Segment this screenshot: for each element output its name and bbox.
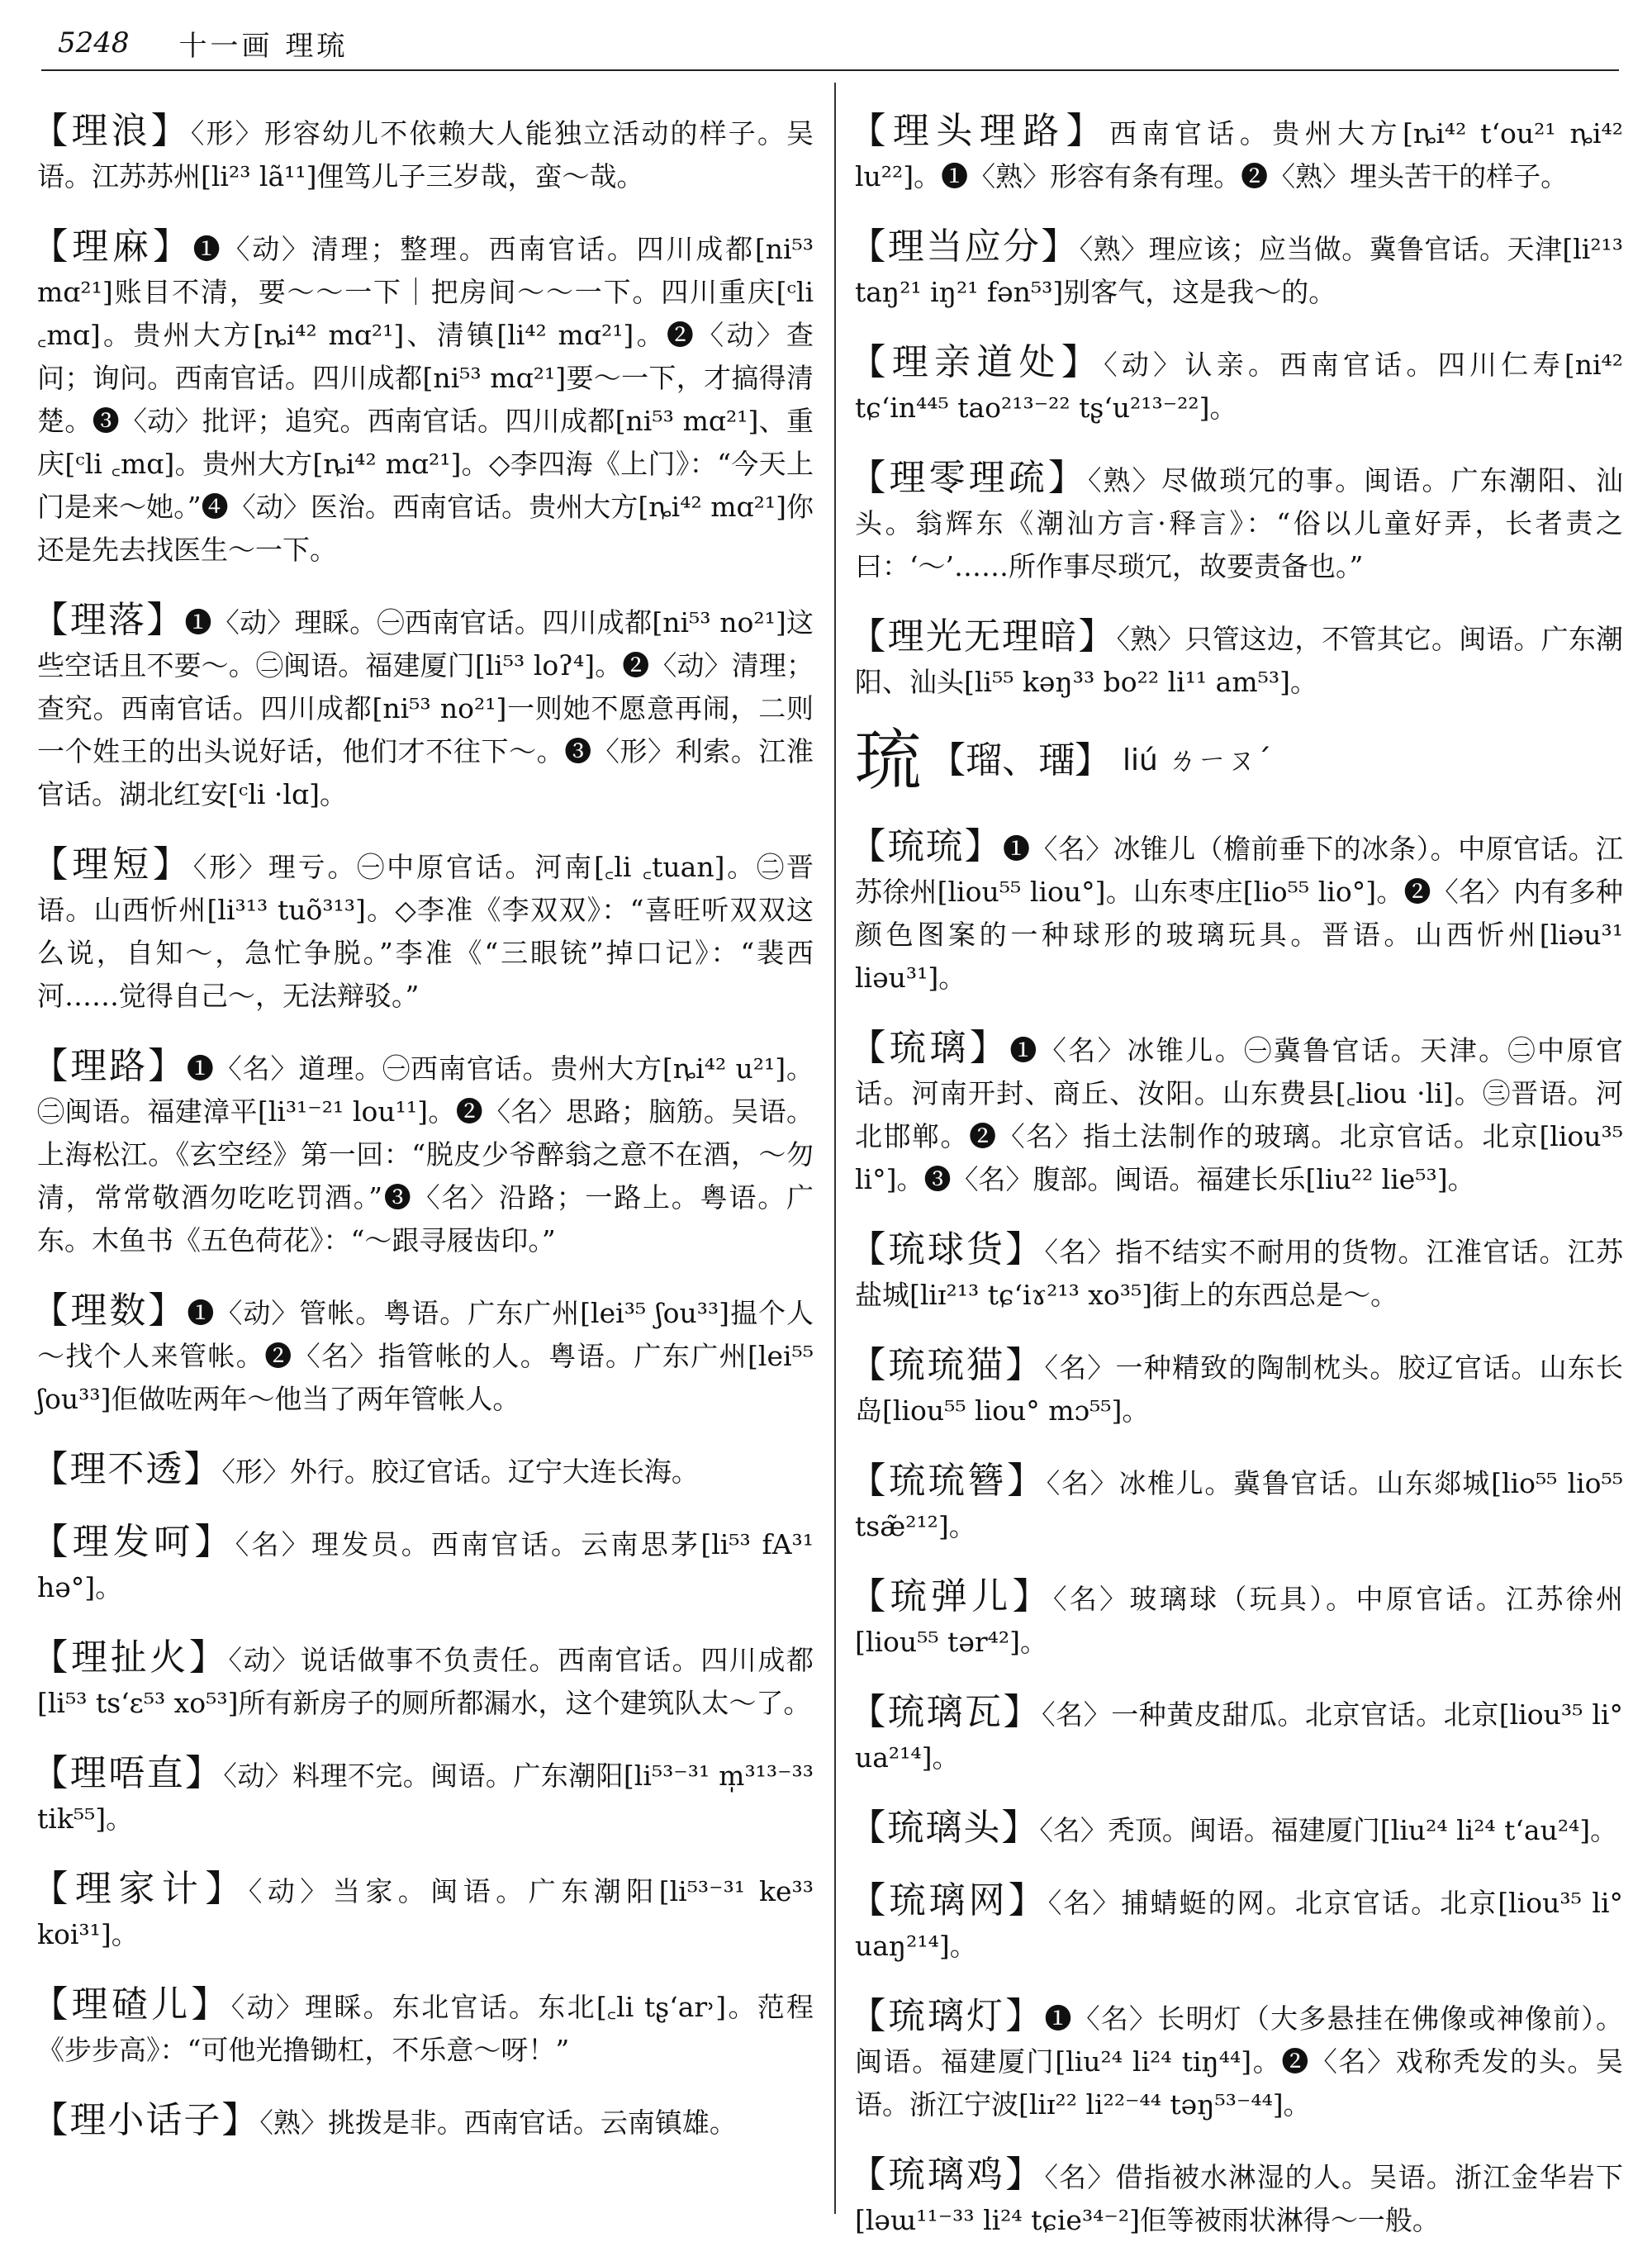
entry-headword: 【理亲道处】 [849,341,1104,383]
entry-body: 〈形〉外行。胶辽官话。辽宁大连长海。 [221,1456,699,1488]
entry [31,226,814,572]
entry-body: 〈形〉理亏。㊀中原官话。河南[꜀li ꜀tuan]。㊁晋语。山西忻州[li³¹³ tuõ³¹³]。◇李准《李双双》：“喜旺听双双这么说，自知～，急忙争脱。”李准《“三眼铳”掉口记》：“裴西河……觉得自己～，无法辩驳。” [37,851,814,1012]
entry [849,825,1624,1000]
entry-body: 〈熟〉理应该；应当做。冀鲁官话。天津[li²¹³ taŋ²¹ iŋ²¹ fən⁵³]别客气，这是我～的。 [855,233,1624,308]
entry-body: 〈名〉指不结实不耐用的货物。江淮官话。江苏盐城[liɪ²¹³ tɕ‘iɤ²¹³ xo³⁵]街上的东西总是～。 [855,1236,1624,1311]
entry [849,341,1624,430]
entry-body: 〈动〉当家。闽语。广东潮阳[li⁵³⁻³¹ ke³³ koi³¹]。 [37,1875,814,1950]
entry-body: 〈形〉形容幼儿不依赖大人能独立活动的样子。吴语。江苏苏州[li²³ lã¹¹]俚笃儿子三岁哉，蛮～哉。 [37,117,814,192]
entry [31,599,814,816]
entry-body: 〈熟〉只管这边，不管其它。闽语。广东潮阳、汕头[li⁵⁵ kəŋ³³ bo²² li¹¹ am⁵³]。 [855,623,1624,698]
entry [31,1868,814,1956]
entry [849,1691,1623,1779]
entry-headword: 【琉璃瓦】 [849,1691,1042,1733]
entry-body: ❶〈动〉清理；整理。西南官话。四川成都[ni⁵³ mɑ²¹]账目不清，要～～一下｜把房间～～一下。四川重庆[ᶜli ꜀mɑ]。贵州大方[ȵi⁴² mɑ²¹]、清镇[li⁴² mɑ²¹]。❷〈动〉查问；询问。西南官话。四川成都[ni⁵³ mɑ²¹]要～一下，才搞得清楚。❸〈动〉批评；追究。西南官话。四川成都[ni⁵³ mɑ²¹]、重庆[ᶜli ꜀mɑ]。贵州大方[ȵi⁴² mɑ²¹]。◇李四海《上门》：“今天上门是来～她。”❹〈动〉医治。西南官话。贵州大方[ȵi⁴² mɑ²¹]你还是先去找医生～一下。 [37,233,814,566]
entry-headword: 【理唔直】 [31,1752,224,1794]
entry [849,226,1624,314]
entry-headword: 【理发呵】 [31,1521,235,1563]
entry-body: ❶〈名〉冰锥儿。㊀冀鲁官话。天津。㊁中原官话。河南开封、商丘、汝阳。山东费县[꜀liou ·li]。㊂晋语。河北邯郸。❷〈名〉指土法制作的玻璃。北京官话。北京[liou³⁵ li°]。❸〈名〉腹部。闽语。福建长乐[liu²² lie⁵³]。 [855,1034,1624,1195]
entry [31,1636,814,1725]
column-divider [834,83,836,2214]
entry-body: ❶〈动〉管帐。粤语。广东广州[lei³⁵ ʃou³³]揾个人～找个人来管帐。❷〈名〉指管帐的人。粤语。广东广州[lei⁵⁵ ʃou³³]佢做咗两年～他当了两年管帐人。 [37,1297,814,1415]
character-heading [855,722,1623,798]
entry-headword: 【理短】 [31,843,193,886]
entry-headword: 【琉弹儿】 [849,1575,1053,1617]
entry [849,1879,1623,1968]
running-title: 十一画 理琉 [178,29,349,63]
entry-body: 〈名〉借指被水淋湿的人。吴语。浙江金华岩下[ləɯ¹¹⁻³³ li²⁴ tɕie³⁴⁻²]佢等被雨状淋得～一般。 [855,2161,1624,2236]
page-number: 5248 [58,26,130,59]
entry-headword: 【理零理疏】 [849,457,1088,499]
entry [849,457,1624,588]
entry [31,1521,814,1609]
entry-body: 〈熟〉尽做琐冗的事。闽语。广东潮阳、汕头。翁辉东《潮汕方言·释言》：“俗以儿童好弄，长者责之曰：‘～’……所作事尽琐冗，故要责备也。” [855,464,1624,582]
entry-headword: 【理光无理暗】 [849,615,1117,658]
entry [31,1983,814,2072]
entry [31,1448,814,1494]
entry-headword: 【理当应分】 [849,226,1080,268]
entry-headword: 【琉琉】 [849,825,1003,867]
entry [849,110,1624,198]
right-column [849,83,1624,2236]
entry-headword: 【理家计】 [31,1868,249,1910]
entry-headword: 【琉璃头】 [849,1807,1040,1849]
entry [849,2154,1624,2242]
entry-body: 〈动〉说话做事不负责任。西南官话。四川成都[li⁵³ ts‘ɛ⁵³ xo⁵³]所有新房子的厕所都漏水，这个建筑队太～了。 [37,1644,814,1719]
entry [31,110,814,198]
header-rule [41,69,1619,71]
running-head [58,18,1619,68]
entry [849,1575,1624,1664]
entry [849,615,1624,704]
entry-body: ❶〈名〉道理。㊀西南官话。贵州大方[ȵi⁴² u²¹]。㊁闽语。福建漳平[li³¹⁻²¹ lou¹¹]。❷〈名〉思路；脑筋。吴语。上海松江。《玄空经》第一回：“脱皮少爷醉翁之意不在酒，～勿清，常常敬酒勿吃吃罚酒。”❸〈名〉沿路；一路上。粤语。广东。木鱼书《五色荷花》：“～跟寻屐齿印。” [37,1052,814,1256]
entry [31,1290,814,1421]
entry [31,843,814,1018]
entry-body: 〈名〉冰椎儿。冀鲁官话。山东郯城[lio⁵⁵ lio⁵⁵ tsæ̃²¹²]。 [855,1467,1624,1542]
entry [849,1995,1624,2126]
entry [31,1752,814,1841]
entry-headword: 【理麻】 [31,226,193,268]
entry [31,2099,814,2145]
entry-body: 西南官话。贵州大方[ȵi⁴² t‘ou²¹ ȵi⁴² lu²²]。❶〈熟〉形容有条有理。❷〈熟〉埋头苦干的样子。 [855,117,1624,192]
entry-headword: 【理头理路】 [849,110,1110,152]
entry [849,1460,1624,1548]
entry-headword: 【理不透】 [31,1448,222,1490]
entry-headword: 【理数】 [31,1290,188,1332]
entry-body: 〈动〉料理不完。闽语。广东潮阳[li⁵³⁻³¹ m̩³¹³⁻³³ tik⁵⁵]。 [37,1760,814,1835]
entry-body: ❶〈名〉冰锥儿（檐前垂下的冰条）。中原官话。江苏徐州[liou⁵⁵ liou°]。山东枣庄[lio⁵⁵ lio°]。❷〈名〉内有多种颜色图案的一种球形的玻璃玩具。晋语。山西忻州[liəu³¹ liəu³¹]。 [855,833,1624,994]
entry-headword: 【理小话子】 [31,2099,260,2141]
entry [849,1807,1623,1852]
entry-body: ❶〈名〉长明灯（大多悬挂在佛像或神像前）。闽语。福建厦门[liu²⁴ li²⁴ tiŋ⁴⁴]。❷〈名〉戏称秃发的头。吴语。浙江宁波[liɪ²² li²²⁻⁴⁴ təŋ⁵³⁻⁴⁴]。 [855,2002,1624,2121]
entry-body: 〈名〉一种黄皮甜瓜。北京官话。北京[liou³⁵ li° ua²¹⁴]。 [855,1698,1623,1774]
character-pronunciation: liú ㄌㄧㄡˊ [1123,743,1272,777]
entry-body: 〈名〉理发员。西南官话。云南思茅[li⁵³ fA³¹ hə°]。 [37,1528,814,1603]
head-character: 琉 [855,722,921,799]
entry [849,1228,1624,1317]
entry-body: 〈名〉捕蜻蜓的网。北京官话。北京[liou³⁵ li° uaŋ²¹⁴]。 [855,1887,1623,1962]
entry-headword: 【理扯火】 [31,1636,229,1679]
entry-headword: 【琉璃网】 [849,1879,1048,1921]
entry-headword: 【理碴儿】 [31,1983,231,2026]
entry-body: 〈动〉认亲。西南官话。四川仁寿[ni⁴² tɕ‘in⁴⁴⁵ tao²¹³⁻²² tʂ‘u²¹³⁻²²]。 [855,349,1624,424]
character-variants: 【瑠、璢】 [929,739,1111,781]
entry [849,1027,1624,1201]
entry-headword: 【琉球货】 [849,1228,1045,1271]
entry-headword: 【琉璃灯】 [849,1995,1045,2037]
entry-headword: 【琉璃】 [849,1027,1010,1069]
entry-body: 〈名〉玻璃球（玩具）。中原官话。江苏徐州[liou⁵⁵ tər⁴²]。 [855,1583,1624,1658]
left-column [31,83,814,2214]
entry-headword: 【琉琉猫】 [849,1344,1045,1386]
entry-body: 〈名〉一种精致的陶制枕头。胶辽官话。山东长岛[liou⁵⁵ liou° mɔ⁵⁵]。 [855,1351,1624,1427]
entry [31,1045,814,1262]
entry-body: 〈动〉理睬。东北官话。东北[꜀li tʂ‘ar˒]。范程《步步高》：“可他光撸锄杠，不乐意～呀！” [37,1991,814,2066]
entry-body: 〈名〉秃顶。闽语。福建厦门[liu²⁴ li²⁴ t‘au²⁴]。 [1039,1814,1618,1846]
entry-headword: 【琉琉簪】 [849,1460,1047,1502]
entry-headword: 【琉璃鸡】 [849,2154,1045,2196]
entry-body: 〈熟〉挑拨是非。西南官话。云南镇雄。 [259,2107,737,2139]
entry-headword: 【理路】 [31,1045,187,1087]
entry-body: ❶〈动〉理睬。㊀西南官话。四川成都[ni⁵³ no²¹]这些空话且不要～。㊁闽语。福建厦门[li⁵³ loʔ⁴]。❷〈动〉清理；查究。西南官话。四川成都[ni⁵³ no²¹]一则她不愿意再闹，二则一个姓王的出头说好话，他们才不往下～。❸〈形〉利索。江淮官话。湖北红安[ᶜli ·lɑ]。 [37,606,814,810]
entry-headword: 【理浪】 [31,110,191,152]
entry [849,1344,1624,1432]
entry-headword: 【理落】 [31,599,185,641]
